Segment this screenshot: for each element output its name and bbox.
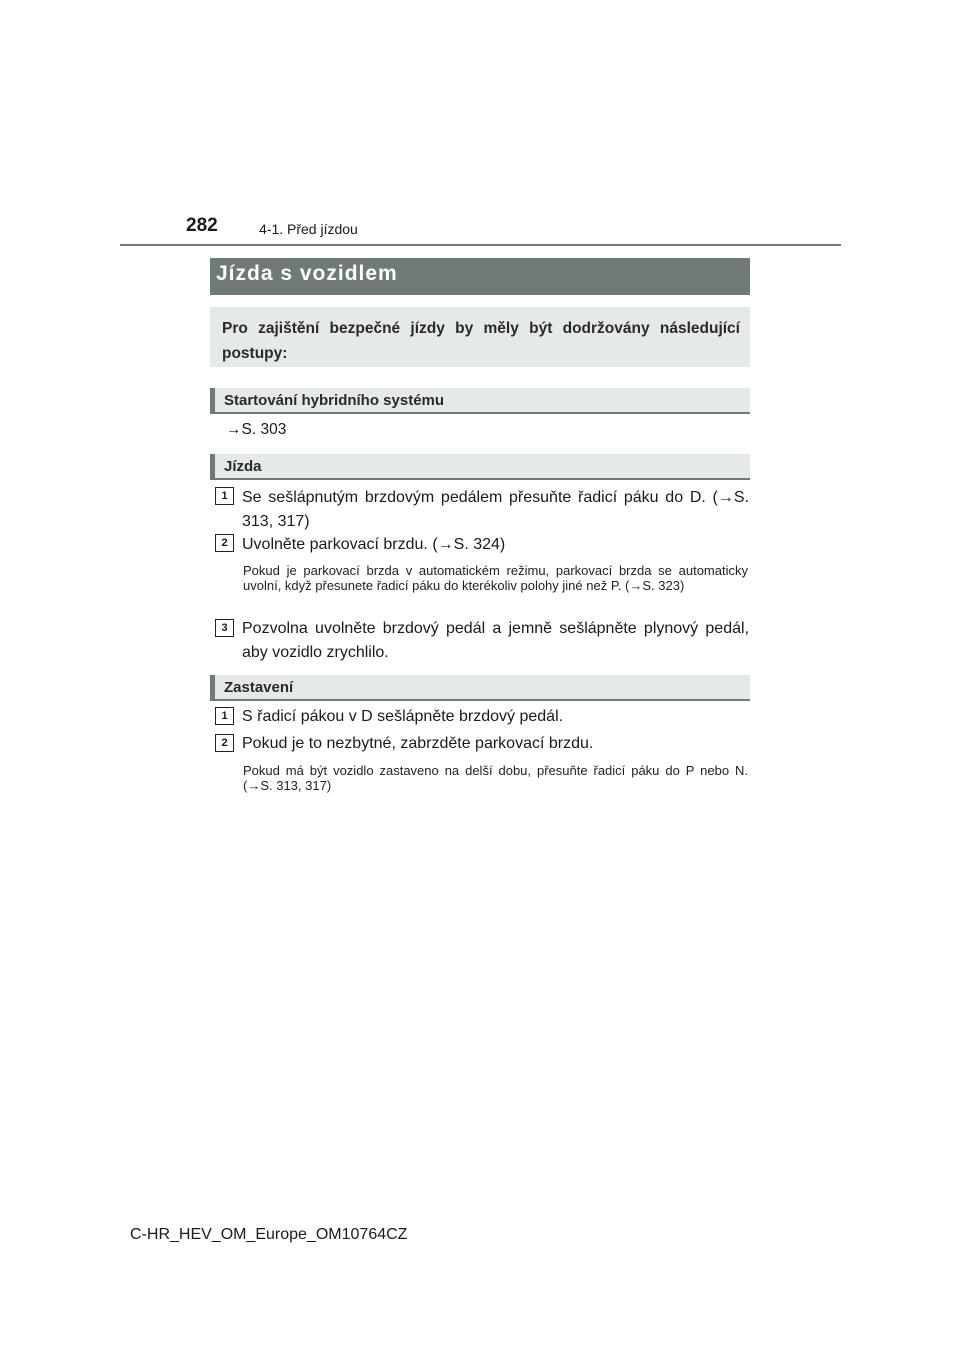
note-text: Pokud má být vozidlo zastaveno na delší dobu, přesuňte řadicí páku do P nebo N. (→S. 313, 317)	[243, 763, 748, 793]
step-text: Pozvolna uvolněte brzdový pedál a jemně sešlápněte plynový pedál, aby vozidlo zrychlilo.	[242, 620, 749, 661]
step-number-badge: 2	[215, 734, 234, 752]
page-reference: →S. 303	[226, 421, 287, 438]
step-number-badge: 2	[215, 534, 234, 552]
intro-text: Pro zajištění bezpečné jízdy by měly být dodržovány následující postupy:	[210, 307, 750, 367]
section-title: Jízda s vozidlem	[210, 258, 750, 295]
step-text: S řadicí pákou v D sešlápněte brzdový pedál.	[242, 708, 564, 725]
step-text: Pokud je to nezbytné, zabrzděte parkovací brzdu.	[242, 735, 594, 752]
step-text: Se sešlápnutým brzdovým pedálem přesuňte řadicí páku do D. (→S. 313, 317)	[242, 489, 749, 530]
note-text: Pokud je parkovací brzda v automatickém režimu, parkovací brzda se automaticky uvolní, když přesunete řadicí páku do kterékoliv polohy jiné než P. (→S. 323)	[243, 563, 748, 593]
heading-driving: Jízda	[210, 454, 750, 480]
step-number-badge: 1	[215, 707, 234, 725]
heading-start-system: Startování hybridního systému	[210, 388, 750, 414]
chapter-title: 4-1. Před jízdou	[259, 221, 358, 237]
page-number: 282	[186, 215, 218, 236]
document-code: C-HR_HEV_OM_Europe_OM10764CZ	[130, 1226, 408, 1243]
step-number-badge: 3	[215, 619, 234, 637]
step-text: Uvolněte parkovací brzdu. (→S. 324)	[242, 536, 506, 553]
step-number-badge: 1	[215, 487, 234, 505]
header-divider	[120, 244, 841, 246]
heading-stopping: Zastavení	[210, 675, 750, 701]
